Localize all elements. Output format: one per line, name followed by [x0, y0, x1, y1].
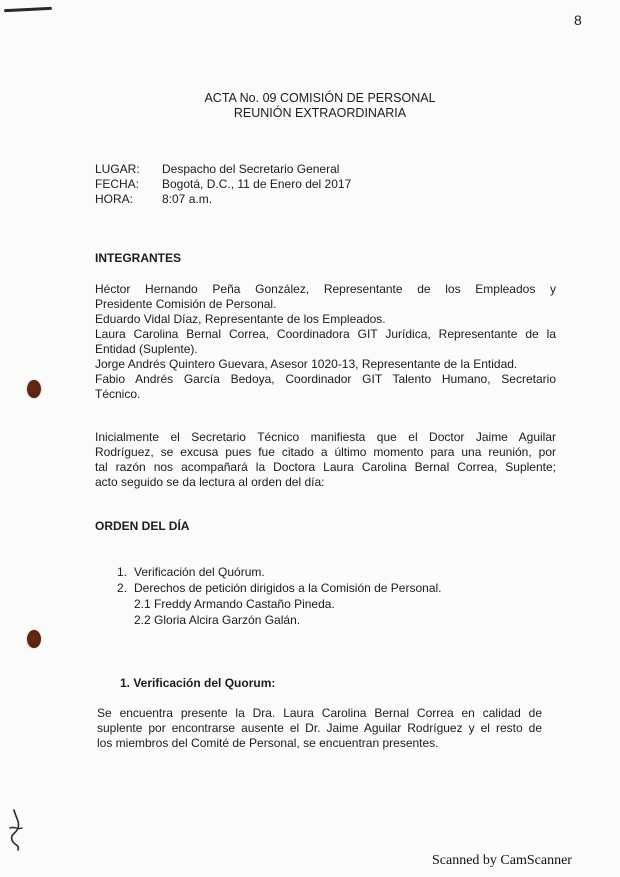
integrantes-list: [95, 282, 556, 402]
document-title: ACTA No. 09 COMISIÓN DE PERSONAL: [204, 91, 436, 105]
punch-hole: [27, 380, 41, 398]
meta-value: Despacho del Secretario General: [162, 162, 340, 176]
agenda-text: Verificación del Quórum.: [134, 565, 265, 579]
member-line: Presidente Comisión de Personal.: [95, 297, 277, 311]
meta-row-time: [95, 192, 351, 207]
page-number: 8: [574, 12, 582, 28]
paragraph-line: tal razón nos acompañará la Doctora Laura Carolina Bernal Correa, Suplente;: [95, 460, 556, 474]
agenda-text: Derechos de petición dirigidos a la Comisión de Personal.: [134, 581, 442, 595]
integrantes-heading: INTEGRANTES: [95, 251, 182, 265]
member-line: Héctor Hernando Peña González, Representante de los Empleados y: [95, 282, 556, 296]
verificacion-heading: 1. Verificación del Quorum:: [120, 676, 276, 690]
paragraph-line: Se encuentra presente la Dra. Laura Carolina Bernal Correa en calidad de: [97, 706, 542, 720]
intro-paragraph: [95, 430, 556, 490]
member-line: Entidad (Suplente).: [95, 342, 198, 356]
verificacion-paragraph: [97, 706, 542, 751]
handwritten-initial-icon: [6, 808, 28, 852]
meta-label: FECHA:: [95, 177, 140, 191]
agenda-subitem: 2.1 Freddy Armando Castaño Pineda.: [134, 597, 335, 611]
agenda-number: 2.: [117, 581, 128, 595]
meta-value: 8:07 a.m.: [162, 192, 213, 206]
meta-label: HORA:: [95, 192, 134, 206]
member-line: Técnico.: [95, 387, 141, 401]
paragraph-line: los miembros del Comité de Personal, se encuentran presentes.: [97, 736, 439, 750]
meta-row-date: [95, 177, 351, 192]
paragraph-line: Inicialmente el Secretario Técnico manifiesta que el Doctor Jaime Aguilar: [95, 430, 556, 444]
punch-hole: [27, 630, 41, 648]
scanner-watermark: Scanned by CamScanner: [432, 853, 572, 868]
member-line: Fabio Andrés García Bedoya, Coordinador GIT Talento Humano, Secretario: [95, 372, 556, 386]
member-line: Eduardo Vidal Díaz, Representante de los Empleados.: [95, 312, 386, 326]
agenda-item: [117, 564, 442, 580]
document-subtitle: REUNIÓN EXTRAORDINARIA: [233, 106, 407, 120]
member-line: Laura Carolina Bernal Correa, Coordinadora GIT Jurídica, Representante de la: [95, 327, 556, 341]
meeting-details: [95, 162, 351, 207]
agenda-list: [117, 564, 442, 628]
pen-stroke-mark: [4, 7, 52, 13]
meta-row-place: [95, 162, 351, 177]
member-line: Jorge Andrés Quintero Guevara, Asesor 1020-13, Representante de la Entidad.: [95, 357, 518, 371]
agenda-subitem: 2.2 Gloria Alcira Garzón Galán.: [134, 613, 301, 627]
orden-heading: ORDEN DEL DÍA: [95, 519, 190, 533]
meta-value: Bogotá, D.C., 11 de Enero del 2017: [162, 177, 352, 191]
meta-label: LUGAR:: [95, 162, 140, 176]
agenda-item: [117, 580, 442, 596]
agenda-number: 1.: [117, 565, 128, 579]
paragraph-line: Rodríguez, se excusa pues fue citado a último momento para una reunión, por: [95, 445, 556, 459]
paragraph-line: suplente por encontrarse ausente el Dr. Jaime Aguilar Rodríguez y el resto de: [97, 721, 542, 735]
paragraph-line: acto seguido se da lectura al orden del día:: [95, 475, 325, 489]
